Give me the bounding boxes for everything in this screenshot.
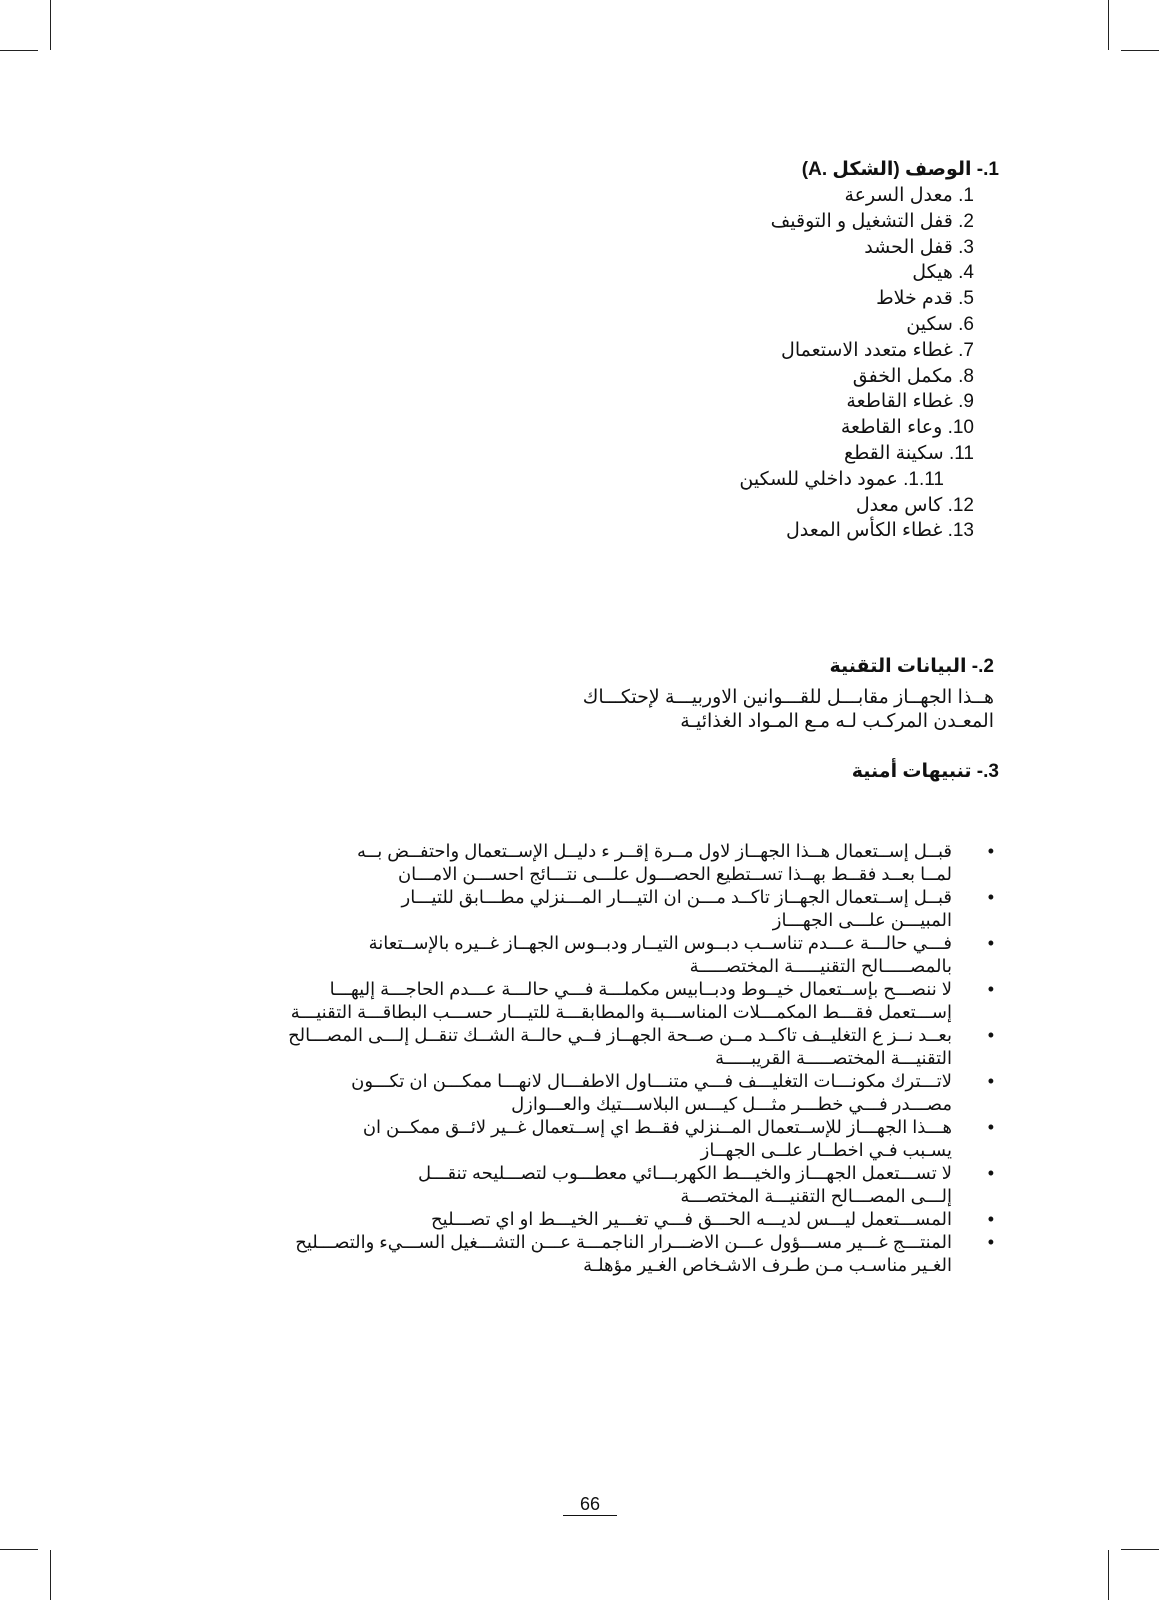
safety-warning-line: قبــل إســتعمال الجهــاز تاكــد مـــن ان التيـــار المـــنزلي مطـــابق للتيـــار: [401, 887, 952, 907]
safety-warning-item: [254, 886, 994, 932]
technical-data-line: المعـدن المركـب لـه مـع المـواد الغذائيـة: [680, 711, 994, 732]
parts-list-item: 12. كاس معدل: [855, 494, 974, 516]
safety-warning-item: [254, 1231, 994, 1277]
parts-list: [739, 183, 974, 544]
safety-warning-line: فـــي حالـــة عـــدم تناســب دبــوس التيــار ودبــوس الجهــاز غــيره بالإســتعانة: [368, 933, 952, 953]
section-3-heading: 3.- تنبيهات أمنية: [851, 761, 999, 782]
safety-warning-line: لا ننصـــح بإســتعمال خيــوط ودبــابيس مكملـــة فـــي حالـــة عـــدم الحاجـــة إليهـــا: [329, 979, 952, 999]
crop-mark-top-right-horizontal: [1121, 50, 1159, 51]
safety-warning-line: يسـبب فـي اخطــار علــى الجهــاز: [700, 1140, 952, 1160]
safety-warning-line: لا تســـتعمل الجهـــاز والخيـــط الكهربـــائي معطـــوب لتصـــليحه تنقـــل: [418, 1163, 952, 1183]
parts-list-item: 7. غطاء متعدد الاستعمال: [781, 339, 974, 361]
crop-mark-bottom-right-vertical: [1108, 1550, 1109, 1600]
safety-warning-item: [254, 1070, 994, 1116]
parts-list-item: 8. مكمل الخفق: [852, 365, 974, 387]
safety-warnings-list: [254, 840, 994, 1277]
safety-warning-item: [254, 978, 994, 1024]
safety-warning-line: المبيـــن علـــى الجهـــاز: [772, 910, 952, 930]
safety-warning-line: إســـتعمل فقـــط المكمـــلات المناســـبة والمطابقـــة للتيـــار حســـب البطاقـــة التقنيـــة: [290, 1002, 952, 1022]
page-number: 66: [563, 1493, 617, 1516]
bullet-icon: •: [987, 1071, 994, 1091]
technical-data-line: هــذا الجهــاز مقابـــل للقـــوانين الاوربيـــة لإحتكـــاك: [582, 687, 994, 708]
parts-list-item: 11. سكينة القطع: [843, 442, 974, 464]
parts-list-item: 4. هيكل: [912, 262, 974, 284]
crop-mark-bottom-left-horizontal: [0, 1549, 38, 1550]
bullet-icon: •: [987, 1025, 994, 1045]
safety-warning-line: قبــل إســتعمال هــذا الجهــاز لاول مــرة إقــر ء دليــل الإســتعمال واحتفــض بــه: [357, 841, 952, 861]
safety-warning-line: لاتـــترك مكونـــات التغليـــف فـــي متنـــاول الاطفـــال لانهـــا ممكـــن ان تكـــون: [351, 1071, 952, 1091]
crop-mark-top-left-horizontal: [0, 50, 38, 51]
crop-mark-bottom-left-vertical: [50, 1550, 51, 1600]
safety-warning-line: هـــذا الجهـــاز للإســتعمال المــنزلي فقــط اي إســتعمال غــير لائــق ممكــن ان: [362, 1117, 952, 1137]
parts-list-item: 3. قفل الحشد: [864, 236, 974, 258]
safety-warning-line: الغـير مناسـب مـن طـرف الاشـخاص الغـير مؤهلـة: [583, 1255, 952, 1275]
bullet-icon: •: [987, 841, 994, 861]
bullet-icon: •: [987, 979, 994, 999]
safety-warning-item: [254, 1162, 994, 1208]
bullet-icon: •: [987, 1117, 994, 1137]
crop-mark-bottom-right-horizontal: [1121, 1549, 1159, 1550]
safety-warning-item: [254, 840, 994, 886]
safety-warning-item: [254, 1208, 994, 1231]
safety-warning-item: [254, 1116, 994, 1162]
parts-list-item: 5. قدم خلاط: [876, 288, 974, 310]
crop-mark-top-left-vertical: [50, 0, 51, 50]
parts-list-item: 10. وعاء القاطعة: [840, 417, 974, 439]
parts-list-item: 6. سكين: [906, 313, 974, 335]
section-2-heading: 2.- البيانات التقنية: [829, 656, 994, 677]
parts-list-item: 9. غطاء القاطعة: [846, 391, 974, 413]
safety-warning-item: [254, 932, 994, 978]
safety-warning-line: مصـــدر فـــي خطـــر مثـــل كيـــس البلاســـتيك والعـــوازل: [511, 1094, 952, 1114]
bullet-icon: •: [987, 933, 994, 953]
safety-warning-line: بالمصـــــالح التقنيـــــة المختصـــــة: [689, 956, 952, 976]
crop-mark-top-right-vertical: [1108, 0, 1109, 50]
parts-list-subitem: 1.11. عمود داخلي للسكين: [739, 468, 944, 490]
safety-warning-line: المنتـــج غـــير مســـؤول عـــن الاضـــرار الناجمـــة عـــن التشـــغيل الســـيء والتصـــليح: [295, 1232, 952, 1252]
parts-list-item: 2. قفل التشغيل و التوقيف: [770, 210, 974, 232]
bullet-icon: •: [987, 1232, 994, 1252]
technical-data-text: [583, 686, 994, 734]
safety-warning-line: المســـتعمل ليـــس لديـــه الحـــق فـــي تغـــير الخيـــط او اي تصـــليح: [431, 1209, 952, 1229]
safety-warning-line: إلـــى المصـــالح التقنيـــة المختصـــة: [680, 1186, 952, 1206]
bullet-icon: •: [987, 1209, 994, 1229]
safety-warning-line: لمــا بعــد فقــط بهــذا تســتطيع الحصـــول علـــى نتـــائج احســـن الامـــان: [397, 864, 952, 884]
safety-warning-line: التقنيـــة المختصـــــة القريبـــــة: [715, 1048, 952, 1068]
safety-warning-item: [254, 1024, 994, 1070]
parts-list-item: 13. غطاء الكأس المعدل: [785, 520, 974, 542]
bullet-icon: •: [987, 887, 994, 907]
bullet-icon: •: [987, 1163, 994, 1183]
parts-list-item: 1. معدل السرعة: [844, 185, 974, 206]
safety-warning-line: بعــد نــز ع التغليــف تاكــد مــن صــحة الجهــاز فــي حالــة الشــك تنقــل إلـــى المصـــالح: [288, 1025, 952, 1045]
section-1-heading: 1.- الوصف (الشكل .A): [801, 159, 999, 180]
